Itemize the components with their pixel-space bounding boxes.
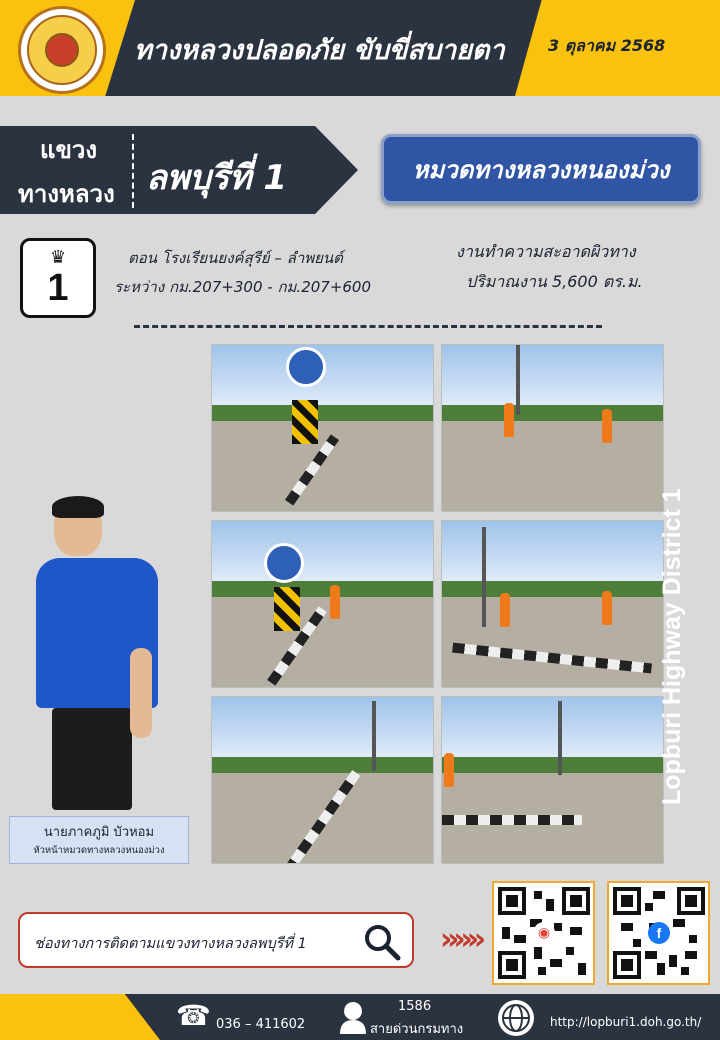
work-quantity: ปริมาณงาน 5,600 ตร.ม. [466,272,643,291]
garuda-emblem-icon: ♛ [50,247,67,268]
photo-1 [211,344,434,512]
header-date: 3 ตุลาคม 2568 [548,36,666,55]
route-number: 1 [47,267,69,309]
route-km-range: ระหว่าง กม.207+300 - กม.207+600 [114,278,372,296]
route-sign [20,238,96,318]
arrows-icon: »»» [440,922,481,957]
footer-phone[interactable]: 036 – 411602 [216,1017,306,1032]
hotline-number[interactable]: 1586 [398,999,432,1014]
side-vertical-text: Lopburi Highway District 1 [658,488,686,805]
district-name: ลพบุรีที่ 1 [146,158,287,198]
unit-box [381,134,701,204]
search-icon [362,922,402,962]
phone-icon: ☎ [176,999,211,1032]
person-name: นายภาคภูมิ บัวหอม [43,825,155,840]
map-pin-icon: ◉ [533,922,555,944]
route-segment: ตอน โรงเรียนยงค์สุรีย์ – ลำพยนต์ [128,249,343,267]
photo-2 [441,344,664,512]
person-photo [32,498,162,810]
photo-3 [211,520,434,688]
photo-4 [441,520,664,688]
qr-code-facebook[interactable] [607,881,710,985]
follow-box [18,912,414,968]
follow-text: ช่องทางการติดตามแขวงทางหลวงลพบุรีที่ 1 [34,936,307,952]
doh-logo [18,6,106,94]
hotline-label: สายด่วนกรมทาง [370,1022,464,1037]
photo-5 [211,696,434,864]
facebook-icon: f [648,922,670,944]
district-label-line1: แขวง [40,136,98,164]
unit-name: หมวดทางหลวงหนองม่วง [412,155,670,184]
website-link[interactable]: http://lopburi1.doh.go.th/ [550,1015,702,1029]
district-label-line2: ทางหลวง [18,180,115,208]
photo-6 [441,696,664,864]
globe-icon [498,1000,534,1036]
work-type: งานทำความสะอาดผิวทาง [456,242,636,261]
name-card [9,816,189,864]
dashed-divider [134,325,602,328]
qr-code-map[interactable] [492,881,595,985]
header-title: ทางหลวงปลอดภัย ขับขี่สบายตา [134,35,505,66]
district-separator [132,134,134,208]
call-center-icon [338,1000,368,1034]
person-title: หัวหน้าหมวดทางหลวงหนองม่วง [33,845,165,856]
